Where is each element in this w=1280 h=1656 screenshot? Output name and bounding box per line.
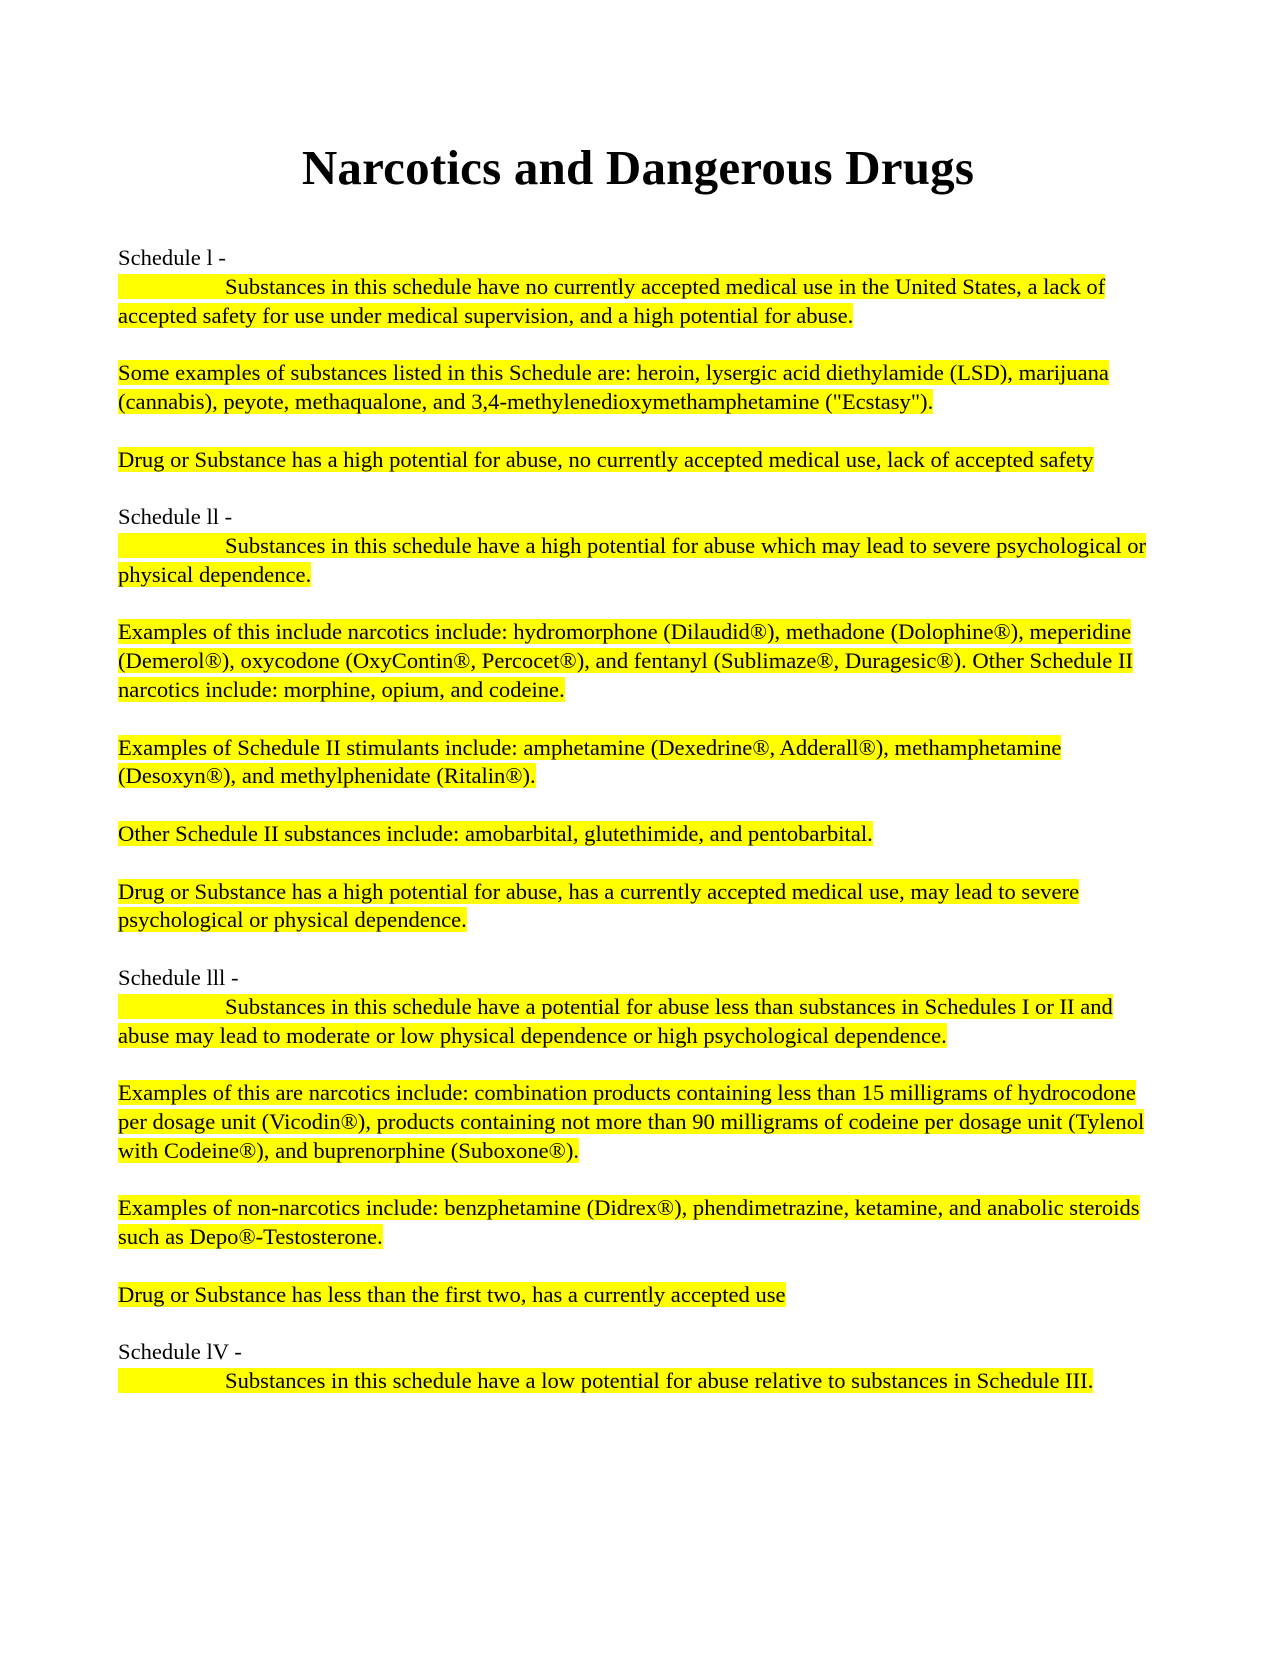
schedule-3-heading: Schedule lll - (118, 964, 239, 990)
schedule-1-heading: Schedule l - (118, 245, 226, 270)
schedule-2-other: Other Schedule II substances include: amobarbital, glutethimide, and pentobarbital. (118, 820, 873, 846)
schedule-4-definition-text: Substances in this schedule have a low potential for abuse relative to substances in Schedule III. (225, 1368, 1094, 1394)
document-page (118, 138, 1158, 1396)
schedule-2-definition-text: Substances in this schedule have a high potential for abuse which may lead to severe psychological or physical dependence. (118, 532, 1147, 587)
document-title: Narcotics and Dangerous Drugs (301, 140, 975, 195)
schedule-2-definition (118, 532, 1158, 590)
schedule-3-summary: Drug or Substance has less than the first two, has a currently accepted use (118, 1281, 786, 1307)
schedule-2-summary: Drug or Substance has a high potential for abuse, has a currently accepted medical use, may lead to severe psychological or physical dependence. (118, 878, 1080, 933)
schedule-3-definition (118, 993, 1158, 1051)
schedule-1-summary: Drug or Substance has a high potential for abuse, no currently accepted medical use, lack of accepted safety (118, 446, 1094, 472)
schedule-1-examples: Some examples of substances listed in this Schedule are: heroin, lysergic acid diethylamide (LSD), marijuana (cannabis), peyote, methaqualone, and 3,4-methylenedioxymethamphetamine ("Ecstasy"). (118, 360, 1109, 414)
schedule-1-section (118, 244, 1158, 474)
schedule-3-section (118, 964, 1158, 1310)
schedule-4-section (118, 1338, 1158, 1396)
schedule-3-non-narcotics: Examples of non-narcotics include: benzphetamine (Didrex®), phendimetrazine, ketamine, and anabolic steroids such as Depo®-Testosterone. (118, 1195, 1140, 1250)
schedule-2-heading: Schedule ll - (118, 504, 233, 530)
schedule-4-heading: Schedule lV - (118, 1339, 242, 1365)
schedule-3-narcotics: Examples of this are narcotics include: combination products containing less than 15 milligrams of hydrocodone per dosage unit (Vicodin®), products containing not more than 90 milligrams of codeine per dosage unit (Tylenol with Codeine®), and buprenorphine (Suboxone®). (118, 1080, 1145, 1163)
schedule-2-section (118, 503, 1158, 935)
schedule-1-definition (118, 273, 1158, 331)
schedule-1-definition-text: Substances in this schedule have no currently accepted medical use in the United States, a lack of accepted safety for use under medical supervision, and a high potential for abuse. (118, 273, 1106, 328)
schedule-3-definition-text: Substances in this schedule have a potential for abuse less than substances in Schedules I or II and abuse may lead to moderate or low physical dependence or high psychological dependence. (118, 993, 1113, 1048)
schedule-2-narcotics: Examples of this include narcotics include: hydromorphone (Dilaudid®), methadone (Dolophine®), meperidine (Demerol®), oxycodone (OxyContin®, Percocet®), and fentanyl (Sublimaze®, Duragesic®). Other Schedule II narcotics include: morphine, opium, and codeine. (118, 619, 1133, 702)
schedule-4-definition (118, 1367, 1158, 1396)
schedule-2-stimulants: Examples of Schedule II stimulants include: amphetamine (Dexedrine®, Adderall®), methamphetamine (Desoxyn®), and methylphenidate (Ritalin®). (118, 734, 1062, 789)
